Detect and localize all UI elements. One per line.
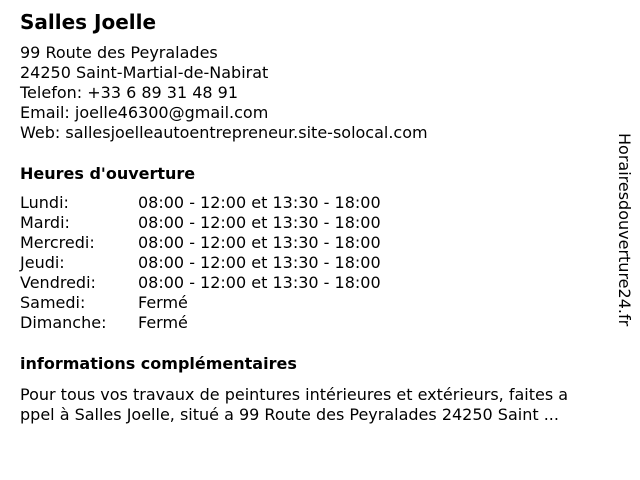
- email-line: Email: joelle46300@gmail.com: [20, 103, 269, 122]
- opening-hours-heading: Heures d'ouverture: [20, 164, 196, 183]
- website-line: Web: sallesjoelleautoentrepreneur.site-solocal.com: [20, 123, 428, 142]
- hours-value: 08:00 - 12:00 et 13:30 - 18:00: [138, 213, 381, 232]
- day-label: Lundi:: [20, 193, 69, 212]
- hours-row-monday: [20, 193, 440, 213]
- hours-row-thursday: [20, 253, 440, 273]
- opening-hours-table: [20, 193, 440, 333]
- hours-row-sunday: [20, 313, 440, 333]
- day-label: Jeudi:: [20, 253, 65, 272]
- description-line-2: ppel à Salles Joelle, situé a 99 Route des Peyralades 24250 Saint ...: [20, 405, 559, 424]
- day-label: Mercredi:: [20, 233, 95, 252]
- hours-row-saturday: [20, 293, 440, 313]
- hours-value: Fermé: [138, 313, 188, 332]
- hours-value: 08:00 - 12:00 et 13:30 - 18:00: [138, 253, 381, 272]
- hours-value: 08:00 - 12:00 et 13:30 - 18:00: [138, 193, 381, 212]
- day-label: Vendredi:: [20, 273, 96, 292]
- phone-line: Telefon: +33 6 89 31 48 91: [20, 83, 239, 102]
- contact-block: [20, 43, 428, 143]
- site-watermark: Horairesdouverture24.fr: [615, 133, 634, 327]
- hours-row-tuesday: [20, 213, 440, 233]
- hours-value: 08:00 - 12:00 et 13:30 - 18:00: [138, 273, 381, 292]
- day-label: Samedi:: [20, 293, 86, 312]
- address-line-1: 99 Route des Peyralades: [20, 43, 218, 62]
- description-line-1: Pour tous vos travaux de peintures intérieures et extérieurs, faites a: [20, 385, 569, 404]
- address-line-2: 24250 Saint-Martial-de-Nabirat: [20, 63, 269, 82]
- day-label: Mardi:: [20, 213, 70, 232]
- hours-value: Fermé: [138, 293, 188, 312]
- additional-info-heading: informations complémentaires: [20, 354, 297, 373]
- business-name: Salles Joelle: [20, 10, 157, 34]
- hours-row-friday: [20, 273, 440, 293]
- hours-value: 08:00 - 12:00 et 13:30 - 18:00: [138, 233, 381, 252]
- hours-row-wednesday: [20, 233, 440, 253]
- business-description: [20, 385, 620, 425]
- day-label: Dimanche:: [20, 313, 107, 332]
